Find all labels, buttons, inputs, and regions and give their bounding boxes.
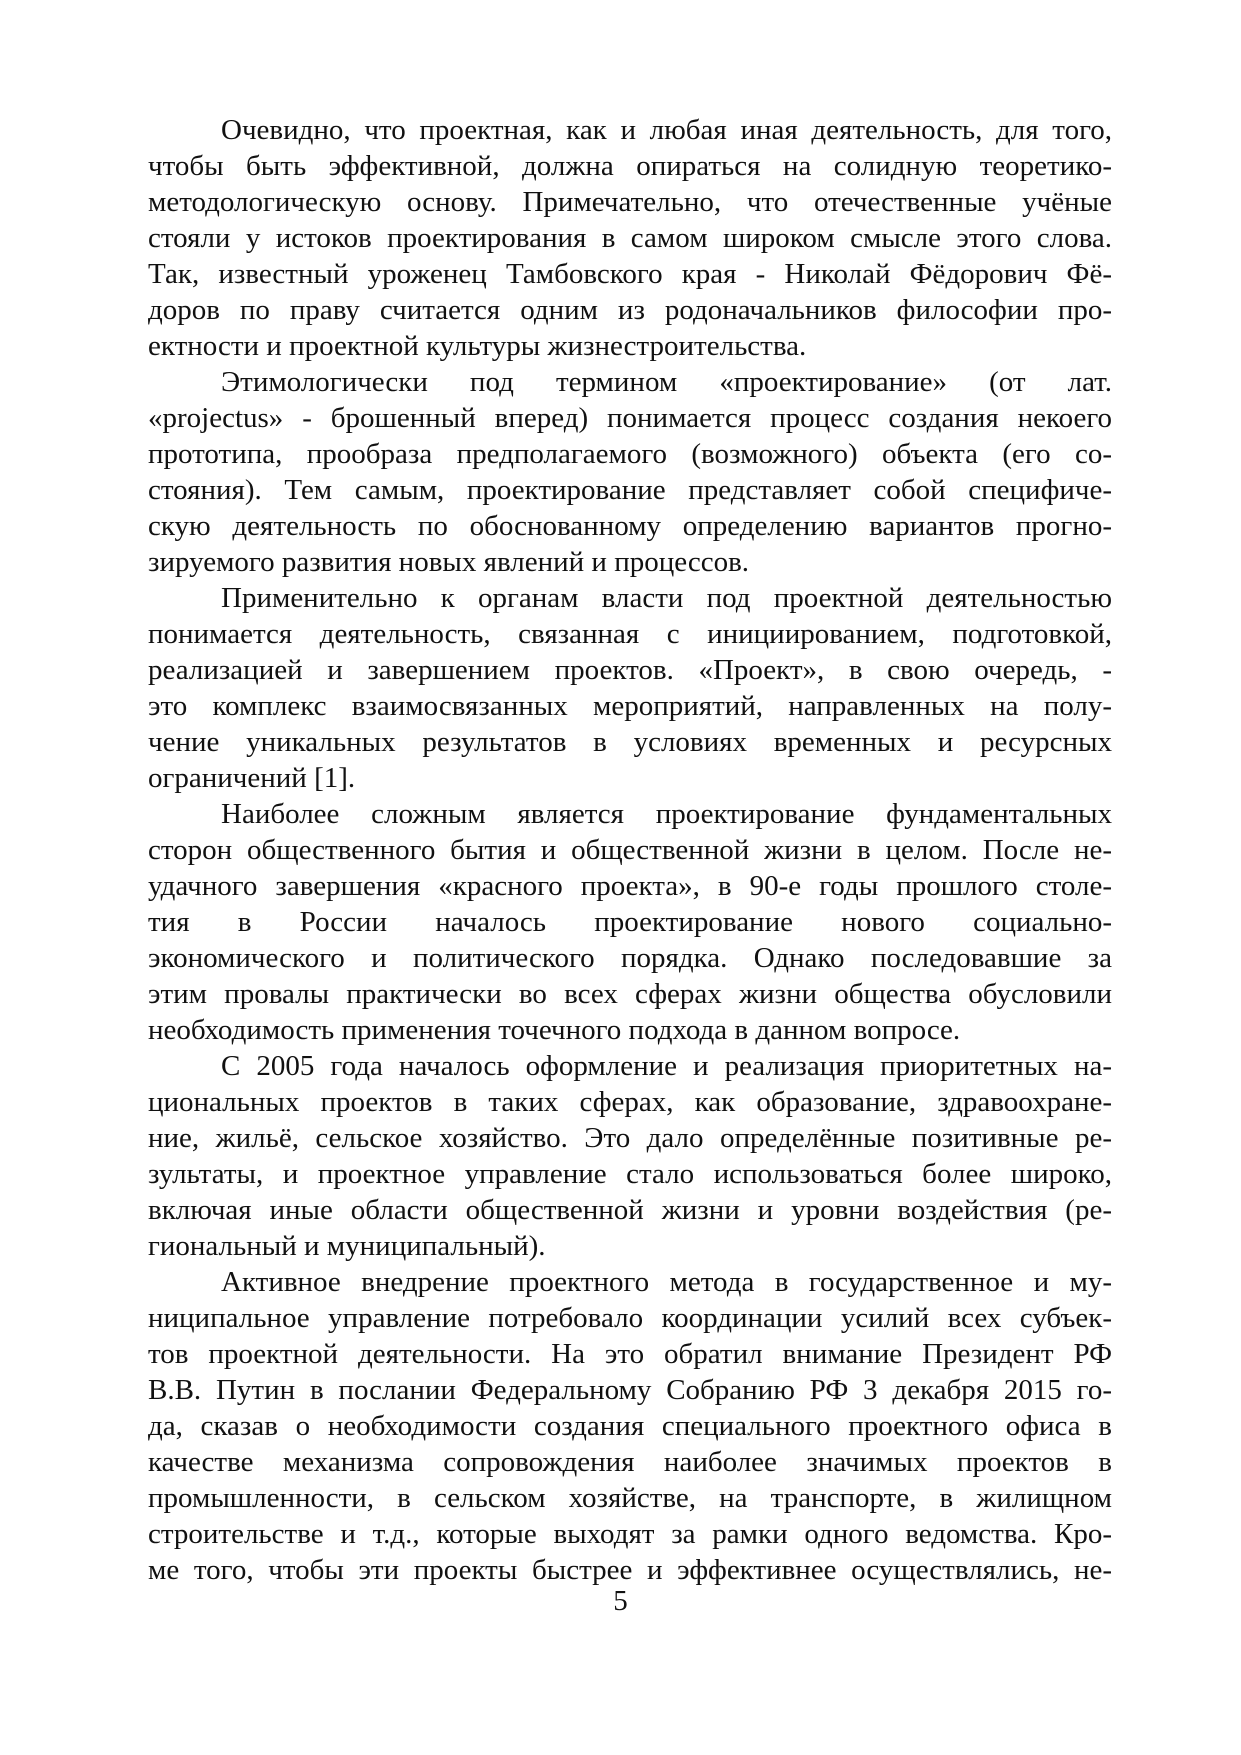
text-line: удачного завершения «красного проекта», в 90-е годы прошлого столе- [148,870,1112,902]
text-line: качестве механизма сопровождения наиболее значимых проектов в [148,1446,1112,1478]
text-line: строительстве и т.д., которые выходят за рамки одного ведомства. Кро- [148,1518,1112,1550]
text-line: понимается деятельность, связанная с инициированием, подготовкой, [148,618,1112,650]
text-line: да, сказав о необходимости создания специального проектного офиса в [148,1410,1112,1442]
text-line: гиональный и муниципальный). [148,1230,546,1262]
text-line: Этимологически под термином «проектирование» (от лат. [221,366,1112,398]
text-line: это комплекс взаимосвязанных мероприятий, направленных на полу- [148,690,1112,722]
text-line: ме того, чтобы эти проекты быстрее и эффективнее осуществлялись, не- [148,1554,1112,1586]
text-line: ние, жильё, сельское хозяйство. Это дало определённые позитивные ре- [148,1122,1112,1154]
text-line: ниципальное управление потребовало координации усилий всех субъек- [148,1302,1112,1334]
text-line: доров по праву считается одним из родоначальников философии про- [148,294,1112,326]
text-line: реализацией и завершением проектов. «Проект», в свою очередь, - [148,654,1112,686]
text-line: С 2005 года началось оформление и реализация приоритетных на- [221,1050,1112,1082]
text-line: ектности и проектной культуры жизнестроительства. [148,330,807,362]
text-line: Применительно к органам власти под проектной деятельностью [221,582,1112,614]
text-line: прототипа, прообраза предполагаемого (возможного) объекта (его со- [148,438,1112,470]
text-line: В.В. Путин в послании Федеральному Собранию РФ 3 декабря 2015 го- [148,1374,1112,1406]
text-line: скую деятельность по обоснованному определению вариантов прогно- [148,510,1112,542]
text-line: чтобы быть эффективной, должна опираться на солидную теоретико- [148,150,1112,182]
text-line: Так, известный уроженец Тамбовского края - Николай Фёдорович Фё- [148,258,1112,290]
body-text [148,112,1112,1588]
text-line: ограничений [1]. [148,762,356,794]
text-line: необходимость применения точечного подхода в данном вопросе. [148,1014,961,1046]
text-line: тов проектной деятельности. На это обратил внимание Президент РФ [148,1338,1112,1370]
text-line: циональных проектов в таких сферах, как образование, здравоохране- [148,1086,1112,1118]
text-line: стояния). Тем самым, проектирование представляет собой специфиче- [148,474,1112,506]
text-line: промышленности, в сельском хозяйстве, на транспорте, в жилищном [148,1482,1112,1514]
text-line: этим провалы практически во всех сферах жизни общества обусловили [148,978,1112,1010]
text-line: методологическую основу. Примечательно, что отечественные учёные [148,186,1112,218]
text-line: включая иные области общественной жизни и уровни воздействия (ре- [148,1194,1112,1226]
text-line: Активное внедрение проектного метода в государственное и му- [221,1266,1112,1298]
page-number: 5 [613,1585,628,1617]
text-line: экономического и политического порядка. Однако последовавшие за [148,942,1112,974]
text-line: сторон общественного бытия и общественной жизни в целом. После не- [148,834,1112,866]
text-line: стояли у истоков проектирования в самом широком смысле этого слова. [148,222,1112,254]
text-line: зируемого развития новых явлений и процессов. [148,546,750,578]
text-line: тия в России началось проектирование нового социально- [148,906,1112,938]
text-line: Наиболее сложным является проектирование фундаментальных [221,798,1112,830]
text-line: чение уникальных результатов в условиях временных и ресурсных [148,726,1112,758]
text-line: зультаты, и проектное управление стало использоваться более широко, [148,1158,1112,1190]
text-line: «projectus» - брошенный вперед) понимается процесс создания некоего [148,402,1112,434]
text-line: Очевидно, что проектная, как и любая иная деятельность, для того, [221,114,1112,146]
